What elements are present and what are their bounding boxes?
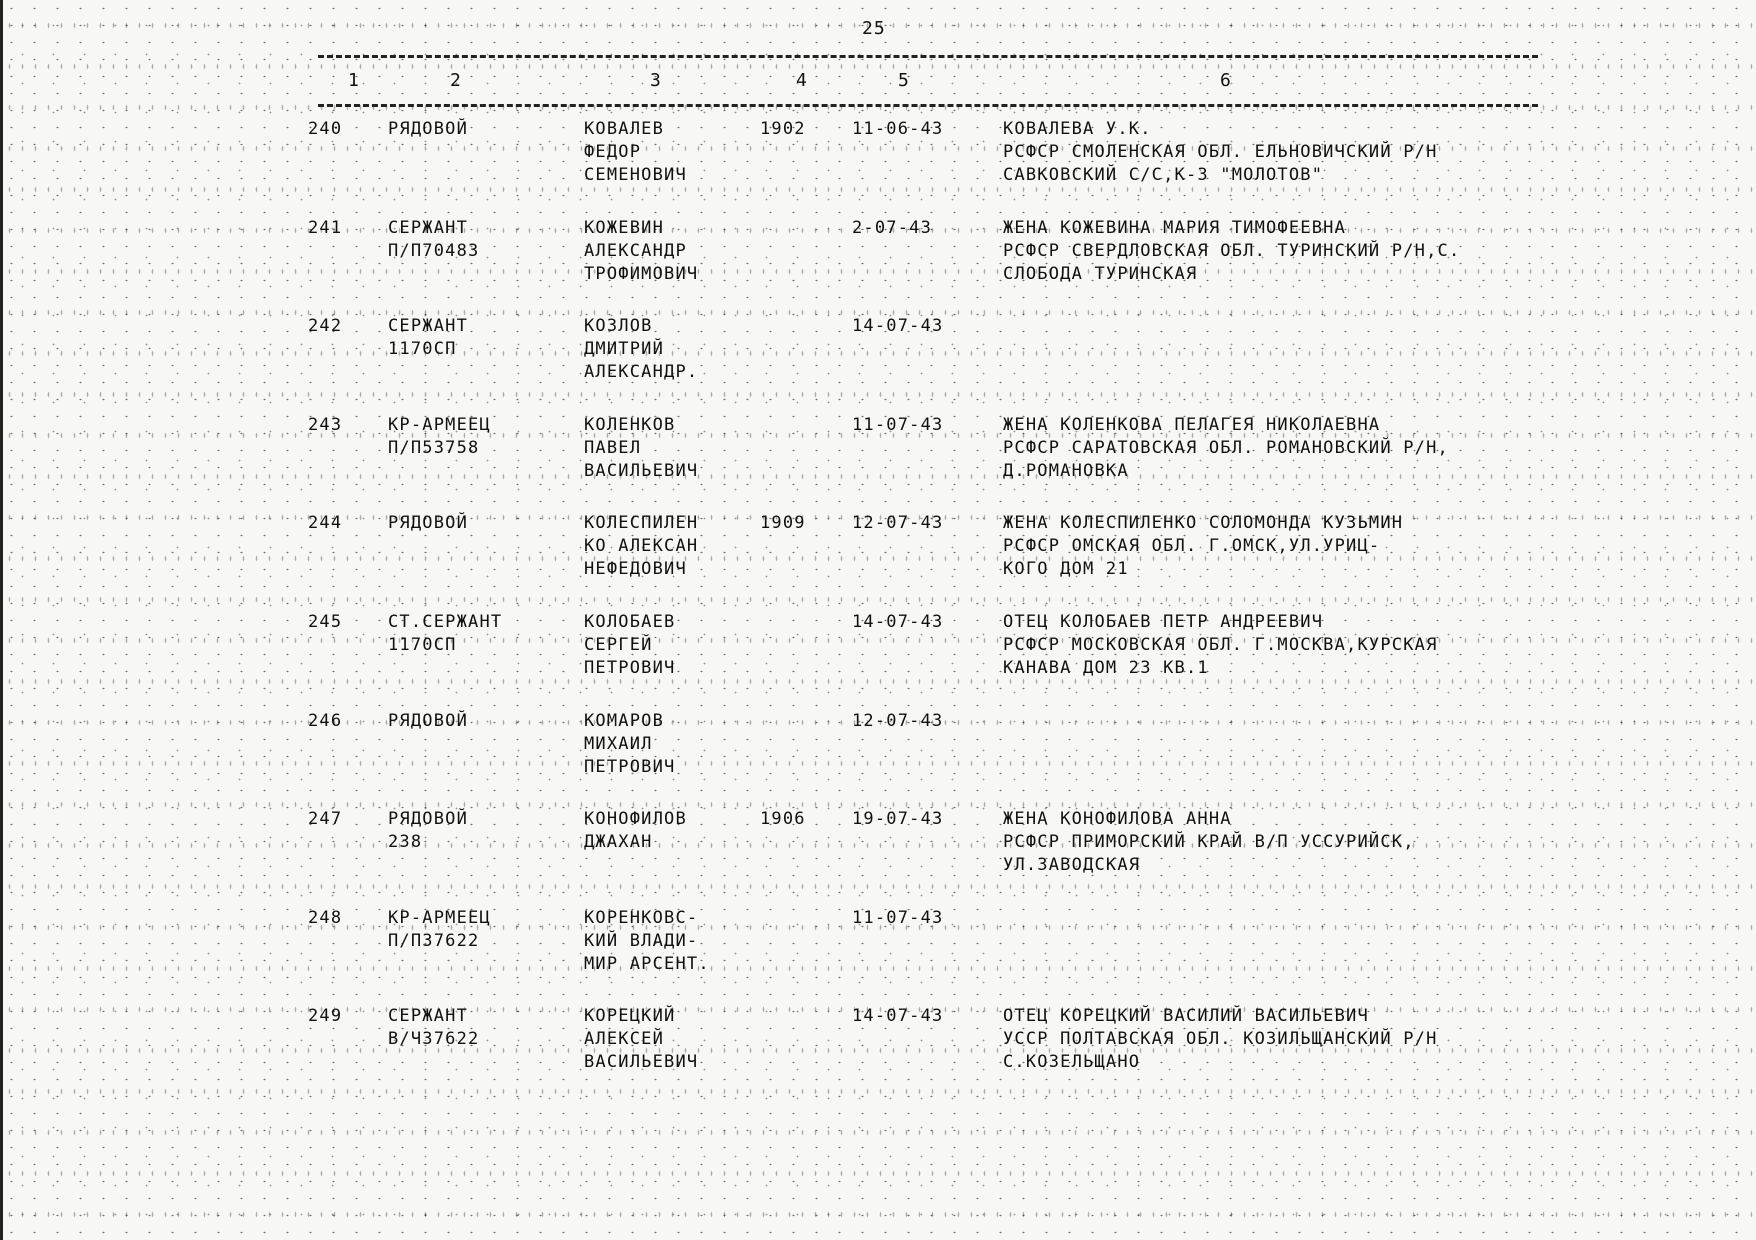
page-number: 25 bbox=[862, 18, 886, 39]
entry-name-line: КОЛЕСПИЛЕН bbox=[584, 513, 699, 534]
entry-relative-address-line: РСФСР ПРИМОРСКИЙ КРАЙ В/П УССУРИЙСК, bbox=[1003, 832, 1415, 853]
entry-relative-address bbox=[1003, 414, 1449, 483]
entry-name-line: АЛЕКСЕЙ bbox=[584, 1029, 665, 1050]
entry-number: 249 bbox=[308, 1006, 343, 1027]
entry-date: 11-06-43 bbox=[852, 119, 944, 139]
entry-number: 246 bbox=[308, 710, 343, 731]
entry-name-line: ВАСИЛЬЕВИЧ bbox=[584, 1052, 699, 1073]
entry-relative-address-line: ЖЕНА КОЛЕНКОВА ПЕЛАГЕЯ НИКОЛАЕВНА bbox=[1003, 414, 1381, 435]
entry-name-line: ПАВЕЛ bbox=[584, 437, 642, 458]
roster-entry bbox=[0, 1005, 1756, 1101]
entry-rank-line: П/П70483 bbox=[388, 240, 480, 261]
roster-entry bbox=[0, 118, 1756, 214]
entry-date: 2-07-43 bbox=[852, 217, 933, 238]
entry-rank-line: КР-АРМЕЕЦ bbox=[388, 414, 491, 435]
entry-date: 11-07-43 bbox=[852, 907, 944, 928]
entry-rank-line: 1170СП bbox=[388, 635, 457, 655]
entry-rank bbox=[388, 611, 502, 657]
entry-rank-line: СТ.СЕРЖАНТ bbox=[388, 612, 503, 632]
roster-entry bbox=[0, 907, 1756, 1003]
entry-name-line: КО АЛЕКСАН bbox=[584, 536, 699, 557]
entry-name-line: КОНОФИЛОВ bbox=[584, 809, 687, 830]
entry-rank-line: РЯДОВОЙ bbox=[388, 809, 469, 830]
entry-relative-address-line: КАНАВА ДОМ 23 КВ.1 bbox=[1003, 658, 1209, 678]
entry-name-line: КОРЕЦКИЙ bbox=[584, 1006, 676, 1027]
entry-relative-address bbox=[1003, 1005, 1438, 1074]
entry-rank-line: 1170СП bbox=[388, 339, 457, 360]
entry-rank bbox=[388, 414, 491, 460]
entry-name-line: СЕРГЕЙ bbox=[584, 635, 653, 655]
entry-number: 243 bbox=[308, 414, 343, 435]
header-rule-top bbox=[318, 55, 1538, 58]
entry-name bbox=[584, 512, 698, 581]
entry-relative-address-line: ЖЕНА КОНОФИЛОВА АННА bbox=[1003, 809, 1232, 830]
roster-entry bbox=[0, 710, 1756, 806]
entry-rank-line: РЯДОВОЙ bbox=[388, 513, 469, 534]
entry-name-line: ДМИТРИЙ bbox=[584, 339, 665, 360]
entry-date: 14-07-43 bbox=[852, 316, 944, 337]
entry-rank-line: 238 bbox=[388, 832, 423, 853]
entry-rank bbox=[388, 808, 468, 854]
entry-birth-year: 1909 bbox=[760, 513, 806, 534]
entry-date: 19-07-43 bbox=[852, 809, 944, 830]
entry-rank-line: КР-АРМЕЕЦ bbox=[388, 907, 491, 928]
entry-name-line: АЛЕКСАНДР. bbox=[584, 362, 699, 383]
column-header-1: 1 bbox=[348, 70, 359, 91]
entry-name bbox=[584, 217, 698, 286]
entry-relative-address-line: РСФСР САРАТОВСКАЯ ОБЛ. РОМАНОВСКИЙ Р/Н, bbox=[1003, 437, 1449, 458]
entry-date: 11-07-43 bbox=[852, 414, 944, 435]
entry-relative-address bbox=[1003, 217, 1460, 286]
entry-relative-address-line: ОТЕЦ КОРЕЦКИЙ ВАСИЛИЙ ВАСИЛЬЕВИЧ bbox=[1003, 1006, 1369, 1027]
entry-name bbox=[584, 315, 698, 384]
entry-rank bbox=[388, 512, 468, 535]
entry-relative-address-line: САВКОВСКИЙ С/С,К-З "МОЛОТОВ" bbox=[1003, 165, 1324, 185]
entry-name bbox=[584, 1005, 698, 1074]
entry-name-line: МИХАИЛ bbox=[584, 733, 653, 754]
entry-rank-line: СЕРЖАНТ bbox=[388, 316, 469, 337]
entry-relative-address-line: ЖЕНА КОЖЕВИНА МАРИЯ ТИМОФЕЕВНА bbox=[1003, 217, 1347, 238]
entry-relative-address-line: ЖЕНА КОЛЕСПИЛЕНКО СОЛОМОНДА КУЗЬМИН bbox=[1003, 513, 1404, 534]
entry-name-line: ПЕТРОВИЧ bbox=[584, 756, 676, 777]
column-header-4: 4 bbox=[796, 70, 807, 91]
entry-name-line: КОЖЕВИН bbox=[584, 217, 665, 238]
entry-rank-line: РЯДОВОЙ bbox=[388, 710, 469, 731]
entry-name-line: КОВАЛЕВ bbox=[584, 119, 665, 139]
entry-name-line: КИЙ ВЛАДИ- bbox=[584, 930, 699, 951]
entry-name bbox=[584, 611, 675, 680]
roster-entry bbox=[0, 217, 1756, 313]
entry-name-line: КОЗЛОВ bbox=[584, 316, 653, 337]
roster-entry bbox=[0, 611, 1756, 707]
entry-relative-address-line: КОВАЛЕВА У.К. bbox=[1003, 119, 1152, 139]
entry-name-line: ДЖАХАН bbox=[584, 832, 653, 853]
roster-entry bbox=[0, 414, 1756, 510]
entry-name-line: ФЕДОР bbox=[584, 142, 642, 162]
entry-name-line: МИР АРСЕНТ. bbox=[584, 953, 710, 974]
entry-rank bbox=[388, 315, 468, 361]
header-rule-bottom bbox=[318, 104, 1538, 107]
entry-number: 241 bbox=[308, 217, 343, 238]
entry-rank-line: СЕРЖАНТ bbox=[388, 217, 469, 238]
entry-relative-address-line: РСФСР МОСКОВСКАЯ ОБЛ. Г.МОСКВА,КУРСКАЯ bbox=[1003, 635, 1438, 655]
entry-name-line: ВАСИЛЬЕВИЧ bbox=[584, 460, 699, 481]
entry-name-line: АЛЕКСАНДР bbox=[584, 240, 687, 261]
entry-number: 240 bbox=[308, 119, 343, 139]
entry-relative-address-line: РСФСР ОМСКАЯ ОБЛ. Г.ОМСК,УЛ.УРИЦ- bbox=[1003, 536, 1381, 557]
column-header-5: 5 bbox=[898, 70, 909, 91]
entry-relative-address bbox=[1003, 611, 1438, 680]
entry-number: 247 bbox=[308, 809, 343, 830]
roster-entry bbox=[0, 808, 1756, 904]
entry-name bbox=[584, 118, 687, 187]
entry-relative-address-line: РСФСР СВЕРДЛОВСКАЯ ОБЛ. ТУРИНСКИЙ Р/Н,С. bbox=[1003, 240, 1461, 261]
column-header-3: 3 bbox=[650, 70, 661, 91]
entry-rank-line: РЯДОВОЙ bbox=[388, 119, 469, 139]
entry-relative-address-line: ОТЕЦ КОЛОБАЕВ ПЕТР АНДРЕЕВИЧ bbox=[1003, 612, 1324, 632]
entry-relative-address-line: СЛОБОДА ТУРИНСКАЯ bbox=[1003, 263, 1198, 284]
entry-relative-address bbox=[1003, 118, 1438, 187]
entry-rank-line: П/П37622 bbox=[388, 930, 480, 951]
entry-rank bbox=[388, 1005, 479, 1051]
entry-name bbox=[584, 710, 675, 779]
entry-relative-address-line: С.КОЗЕЛЬЩАНО bbox=[1003, 1052, 1141, 1073]
entry-name-line: КОРЕНКОВС- bbox=[584, 907, 699, 928]
entry-name-line: ТРОФИМОВИЧ bbox=[584, 263, 699, 284]
entry-birth-year: 1902 bbox=[760, 119, 806, 139]
entry-relative-address-line: УССР ПОЛТАВСКАЯ ОБЛ. КОЗИЛЬЩАНСКИЙ Р/Н bbox=[1003, 1029, 1438, 1050]
entry-relative-address-line: Д.РОМАНОВКА bbox=[1003, 460, 1129, 481]
column-header-2: 2 bbox=[450, 70, 461, 91]
entry-rank-line: П/П53758 bbox=[388, 437, 480, 458]
entry-name bbox=[584, 414, 698, 483]
entry-name-line: КОЛЕНКОВ bbox=[584, 414, 676, 435]
entry-rank bbox=[388, 710, 468, 733]
entry-rank-line: СЕРЖАНТ bbox=[388, 1006, 469, 1027]
entry-number: 244 bbox=[308, 513, 343, 534]
entry-date: 12-07-43 bbox=[852, 710, 944, 731]
entry-date: 14-07-43 bbox=[852, 1006, 944, 1027]
entry-number: 248 bbox=[308, 907, 343, 928]
entry-birth-year: 1906 bbox=[760, 809, 806, 830]
entry-name-line: СЕМЕНОВИЧ bbox=[584, 165, 687, 185]
entry-name-line: КОЛОБАЕВ bbox=[584, 612, 676, 632]
entry-number: 245 bbox=[308, 612, 343, 632]
entry-rank bbox=[388, 907, 491, 953]
roster-entry bbox=[0, 512, 1756, 608]
entry-relative-address-line: УЛ.ЗАВОДСКАЯ bbox=[1003, 855, 1141, 876]
entry-name-line: КОМАРОВ bbox=[584, 710, 665, 731]
entry-date: 12-07-43 bbox=[852, 513, 944, 534]
entry-relative-address-line: РСФСР СМОЛЕНСКАЯ ОБЛ. ЕЛЬНОВИЧСКИЙ Р/Н bbox=[1003, 142, 1438, 162]
entry-rank bbox=[388, 217, 479, 263]
entry-relative-address bbox=[1003, 512, 1403, 581]
entry-date: 14-07-43 bbox=[852, 612, 944, 632]
entry-name-line: ПЕТРОВИЧ bbox=[584, 658, 676, 678]
entry-name bbox=[584, 907, 710, 976]
entry-relative-address-line: КОГО ДОМ 21 bbox=[1003, 559, 1129, 580]
column-header-6: 6 bbox=[1220, 70, 1231, 91]
roster-entry bbox=[0, 315, 1756, 411]
entry-rank bbox=[388, 118, 468, 141]
entry-rank-line: В/Ч37622 bbox=[388, 1029, 480, 1050]
entry-relative-address bbox=[1003, 808, 1415, 877]
entry-name-line: НЕФЕДОВИЧ bbox=[584, 559, 687, 580]
entry-name bbox=[584, 808, 687, 854]
entry-number: 242 bbox=[308, 316, 343, 337]
